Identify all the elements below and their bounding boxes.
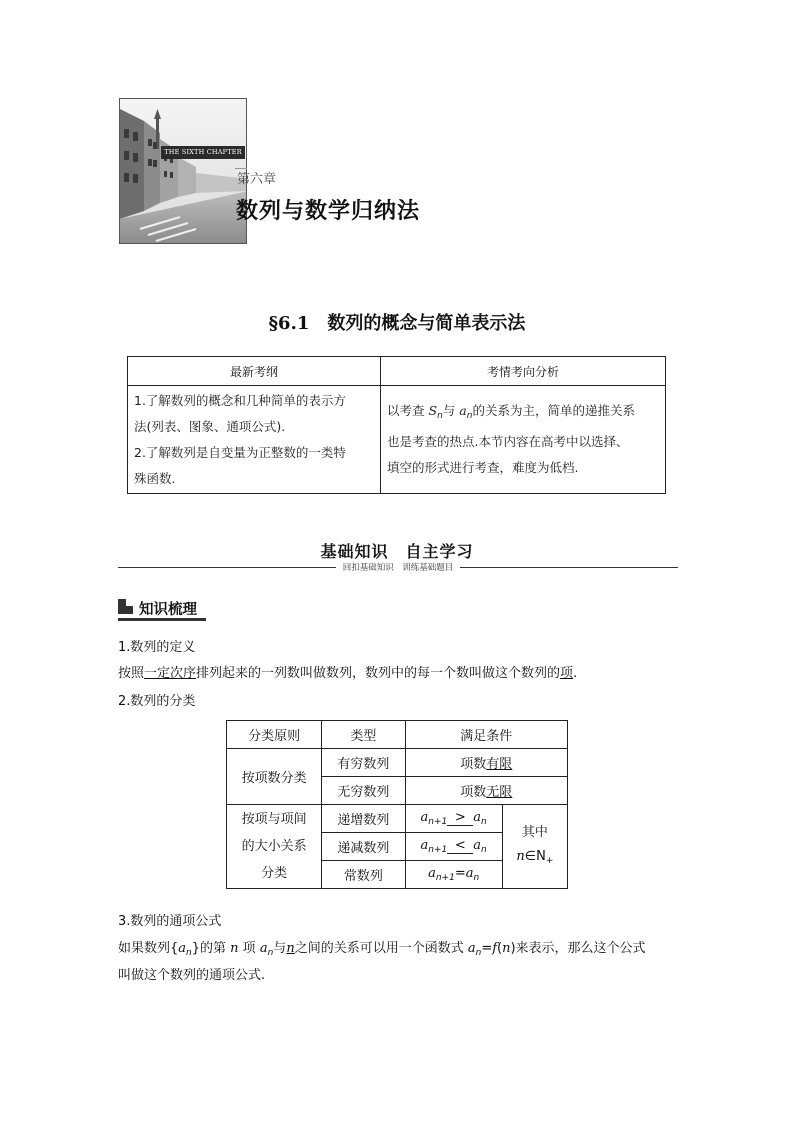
syllabus-header-right: 考情考向分析: [381, 357, 666, 386]
syllabus-left-line: 法(列表、图象、通项公式).: [134, 418, 286, 434]
item2-heading: 2.数列的分类: [118, 694, 196, 709]
syllabus-right-cell: [381, 386, 666, 494]
street-scene-illustration: [120, 99, 247, 244]
heading-underline: [118, 618, 206, 621]
classify-header: 分类原则: [227, 721, 322, 749]
classify-type: 常数列: [322, 861, 405, 889]
item3-heading: 3.数列的通项公式: [118, 914, 222, 929]
syllabus-left-line: 殊函数.: [134, 470, 176, 486]
item3-text: 如果数列$\{a_n\}$的第 n 项 $a_n$与n之间的关系可以用一个函数式 $a_n=f(n)$来表示，那么这个公式: [118, 941, 646, 958]
classify-group: 按项与项间 的大小关系 分类: [227, 805, 322, 889]
classify-condition: $a_{n+1} < a_n$: [405, 833, 502, 861]
chapter-cover-image: [119, 98, 247, 244]
classify-type: 无穷数列: [322, 777, 405, 805]
banner-rule: [118, 567, 336, 568]
classify-condition: 项数无限: [405, 777, 568, 805]
section-banner-title: 基础知识 自主学习: [320, 542, 474, 561]
syllabus-table: [127, 356, 666, 494]
classify-header: 类型: [322, 721, 405, 749]
syllabus-header-left: 最新考纲: [128, 357, 381, 386]
classify-header: 满足条件: [405, 721, 568, 749]
item1-heading: 1.数列的定义: [118, 640, 196, 655]
item3-text-line2: 叫做这个数列的通项公式.: [118, 968, 266, 983]
syllabus-right-line: 以考查 $S_n$与 $a_n$的关系为主，简单的递推关系: [387, 403, 635, 421]
item1-text: 按照一定次序排列起来的一列数叫做数列，数列中的每一个数叫做这个数列的项.: [118, 666, 578, 681]
syllabus-left-line: 2.了解数列是自变量为正整数的一类特: [134, 444, 346, 460]
classify-condition: 项数有限: [405, 749, 568, 777]
classify-condition: $a_{n+1} > a_n$: [405, 805, 502, 833]
classify-type: 有穷数列: [322, 749, 405, 777]
square-icon-notch: [126, 599, 133, 606]
syllabus-left-cell: [128, 386, 381, 494]
chapter-label: 第六章: [237, 172, 277, 187]
knowledge-heading: 知识梳理: [139, 602, 197, 618]
classification-table: [226, 720, 568, 889]
chapter-title: 数列与数学归纳法: [236, 199, 421, 224]
syllabus-right-line: 填空的形式进行考查，难度为低档.: [387, 460, 579, 475]
syllabus-left-line: 1.了解数列的概念和几种简单的表示方: [134, 392, 346, 408]
section-banner-subtitle: 回扣基础知识 训练基础题目: [342, 563, 454, 573]
classify-type: 递增数列: [322, 805, 405, 833]
classify-condition: $a_{n+1}=a_n$: [405, 861, 502, 889]
classify-type: 递减数列: [322, 833, 405, 861]
section-title: §6.1 数列的概念与简单表示法: [268, 313, 526, 334]
classify-group: 按项数分类: [227, 749, 322, 805]
banner-rule: [460, 567, 678, 568]
chapter-banner: THE SIXTH CHAPTER: [161, 146, 245, 159]
syllabus-right-line: 也是考查的热点.本节内容在高考中以选择、: [387, 434, 629, 449]
classify-note: 其中 $n\in N_+$: [502, 805, 567, 889]
